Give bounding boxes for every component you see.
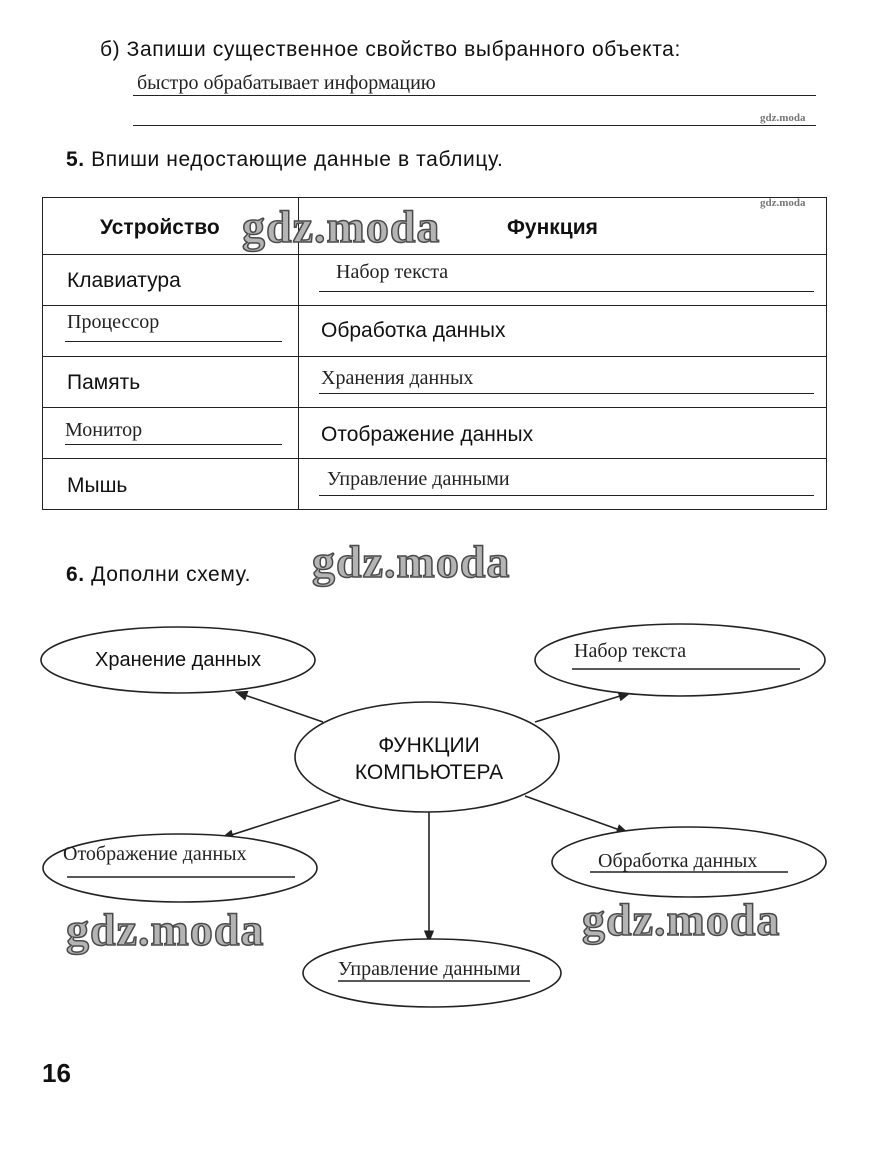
task6-text: Дополни схему. (91, 563, 252, 586)
node-top-right-answer: Набор текста (574, 640, 687, 662)
task-b-answer: быстро обрабатывает информацию (137, 72, 436, 94)
arrow-top-right (535, 693, 630, 722)
arrow-top-left (236, 692, 323, 722)
task5-text: Впиши недостающие данные в таблицу. (91, 148, 504, 171)
function-answer: Набор текста (336, 261, 449, 283)
watermark: gdz.moda (312, 536, 511, 587)
header-device: Устройство (100, 216, 220, 239)
center-label-line1: ФУНКЦИИ (378, 734, 480, 757)
function-printed: Обработка данных (321, 319, 506, 342)
node-bottom-answer: Управление данными (338, 958, 521, 980)
watermark: gdz.moda (66, 904, 265, 955)
function-printed: Отображение данных (321, 423, 534, 446)
device-printed: Мышь (67, 474, 128, 497)
node-top-left-label: Хранение данных (95, 649, 261, 671)
header-function: Функция (507, 216, 598, 239)
center-label-line2: КОМПЬЮТЕРА (354, 761, 504, 784)
function-answer: Хранения данных (321, 367, 474, 389)
center-ellipse (295, 702, 559, 812)
page-number: 16 (42, 1058, 71, 1088)
device-answer: Процессор (67, 311, 160, 333)
node-mid-right-answer: Обработка данных (598, 850, 758, 872)
watermark-small: gdz.moda (760, 112, 806, 124)
task5-number: 5. (66, 148, 85, 171)
arrow-mid-right (525, 796, 628, 833)
watermark: gdz.moda (242, 201, 441, 252)
watermark: gdz.moda (582, 894, 781, 945)
device-printed: Память (67, 371, 141, 394)
task-b-prompt: б) Запиши существенное свойство выбранного объекта: (100, 38, 681, 61)
function-answer: Управление данными (327, 468, 510, 490)
watermark-small: gdz.moda (760, 197, 806, 209)
arrow-mid-left (222, 800, 340, 838)
device-answer: Монитор (65, 419, 143, 441)
node-mid-left-answer: Отображение данных (63, 843, 247, 865)
task6-number: 6. (66, 563, 85, 586)
device-printed: Клавиатура (67, 269, 181, 292)
